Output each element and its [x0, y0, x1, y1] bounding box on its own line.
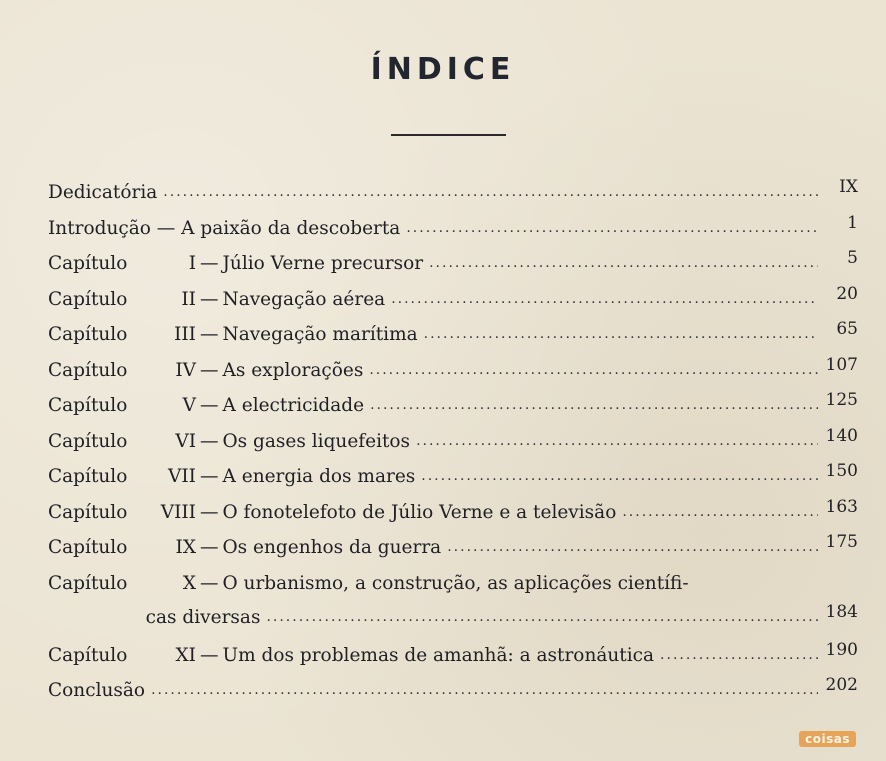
- chapter-dash: —: [200, 466, 219, 487]
- chapter-dash: —: [200, 395, 219, 416]
- toc-entry-page: 202: [825, 675, 858, 695]
- leader-dots: [391, 291, 818, 307]
- chapter-number: II: [181, 288, 196, 310]
- leader-dots: [406, 220, 818, 236]
- toc-entry-label: Dedicatória: [48, 182, 158, 203]
- chapter-word: Capítulo: [48, 537, 128, 558]
- toc-entry-chapter-6: [48, 425, 858, 467]
- toc-entry-chapter-4: [48, 354, 858, 396]
- chapter-title: As explorações: [222, 359, 364, 381]
- chapter-number: VII: [168, 466, 196, 487]
- watermark-logo: coisas: [799, 731, 856, 747]
- chapter-word: Capítulo: [48, 466, 128, 487]
- toc-entry-chapter-8: [48, 496, 858, 538]
- toc-entry-page: 1: [847, 212, 858, 233]
- toc-entry-chapter-11: [48, 639, 858, 681]
- chapter-word: Capítulo: [48, 644, 128, 666]
- toc-entry-page: 65: [836, 319, 858, 339]
- chapter-dash: —: [200, 644, 219, 666]
- chapter-word: Capítulo: [48, 288, 128, 310]
- chapter-word: Capítulo: [48, 324, 128, 345]
- chapter-word: Capítulo: [48, 359, 128, 381]
- toc-entry-page: 125: [825, 390, 858, 410]
- toc-entry-chapter-1: [48, 248, 858, 289]
- toc-entry-chapter-2: [48, 283, 858, 325]
- toc-entry-chapter-9: [48, 532, 858, 573]
- leader-dots: [429, 255, 818, 271]
- chapter-number: XI: [175, 644, 196, 666]
- toc-entry-page: 163: [825, 496, 858, 517]
- toc-entry-chapter-7: [48, 461, 858, 502]
- leader-dots: [660, 647, 818, 663]
- chapter-title: Os gases liquefeitos: [222, 430, 411, 452]
- chapter-title-line1: O urbanismo, a construção, as aplicações científi-: [222, 572, 689, 594]
- chapter-title: O fonotelefoto de Júlio Verne e a televisão: [222, 501, 617, 523]
- title-rule: [391, 134, 506, 136]
- chapter-dash: —: [200, 572, 219, 594]
- toc-entry-conclusion: [48, 675, 858, 716]
- toc-entry-page: 150: [825, 461, 858, 481]
- chapter-title: Navegação marítima: [222, 324, 418, 345]
- leader-dots: [421, 468, 818, 484]
- leader-dots: [424, 326, 818, 342]
- chapter-word: Capítulo: [48, 253, 128, 274]
- toc-entry-chapter-5: [48, 390, 858, 431]
- toc-entry-page: 107: [825, 354, 858, 375]
- toc-entry-page: 20: [836, 283, 858, 304]
- chapter-word: Capítulo: [48, 572, 128, 594]
- chapter-number: I: [188, 253, 196, 274]
- leader-dots: [416, 433, 818, 449]
- chapter-number: X: [182, 572, 196, 594]
- chapter-dash: —: [200, 324, 219, 345]
- toc-entry-page: 175: [825, 532, 858, 552]
- chapter-word: Capítulo: [48, 501, 128, 523]
- chapter-number: VI: [175, 430, 196, 452]
- leader-dots: [163, 184, 818, 200]
- toc-entry-label: Conclusão: [48, 680, 146, 701]
- toc-entry-label: Introdução — A paixão da descoberta: [48, 217, 401, 239]
- toc-entry-page: 184: [825, 601, 858, 622]
- toc-entry-page: IX: [839, 177, 858, 197]
- leader-dots: [151, 682, 818, 698]
- chapter-title: Os engenhos da guerra: [222, 537, 442, 558]
- chapter-number: VIII: [160, 501, 196, 523]
- toc-entry-chapter-3: [48, 319, 858, 360]
- leader-dots: [622, 504, 818, 520]
- toc-entry-introduction: [48, 212, 858, 254]
- toc-entry-chapter-10: [48, 573, 858, 645]
- leader-dots: [370, 397, 818, 413]
- chapter-number: IX: [175, 537, 196, 558]
- leader-dots: [369, 362, 818, 378]
- chapter-dash: —: [200, 537, 219, 558]
- toc-entry-page: 5: [847, 248, 858, 268]
- toc-entry-dedication: [48, 177, 858, 218]
- chapter-number: III: [174, 324, 196, 345]
- leader-dots: [447, 539, 818, 555]
- chapter-dash: —: [200, 430, 219, 452]
- chapter-title: Navegação aérea: [222, 288, 386, 310]
- chapter-title-line2: cas diversas: [145, 606, 261, 628]
- chapter-word: Capítulo: [48, 395, 128, 416]
- chapter-title: Um dos problemas de amanhã: a astronáutica: [222, 644, 655, 666]
- chapter-title: A electricidade: [222, 395, 365, 416]
- toc-entry-page: 140: [825, 425, 858, 446]
- chapter-number: V: [182, 395, 196, 416]
- chapter-dash: —: [200, 501, 219, 523]
- chapter-title: Júlio Verne precursor: [222, 253, 424, 274]
- chapter-word: Capítulo: [48, 430, 128, 452]
- chapter-dash: —: [200, 288, 219, 310]
- chapter-title: A energia dos mares: [222, 466, 416, 487]
- toc-entry-page: 190: [825, 639, 858, 660]
- index-title: ÍNDICE: [370, 52, 516, 87]
- leader-dots: [266, 609, 818, 625]
- chapter-number: IV: [175, 359, 196, 381]
- chapter-dash: —: [200, 253, 219, 274]
- table-of-contents: [48, 177, 858, 716]
- chapter-dash: —: [200, 359, 219, 381]
